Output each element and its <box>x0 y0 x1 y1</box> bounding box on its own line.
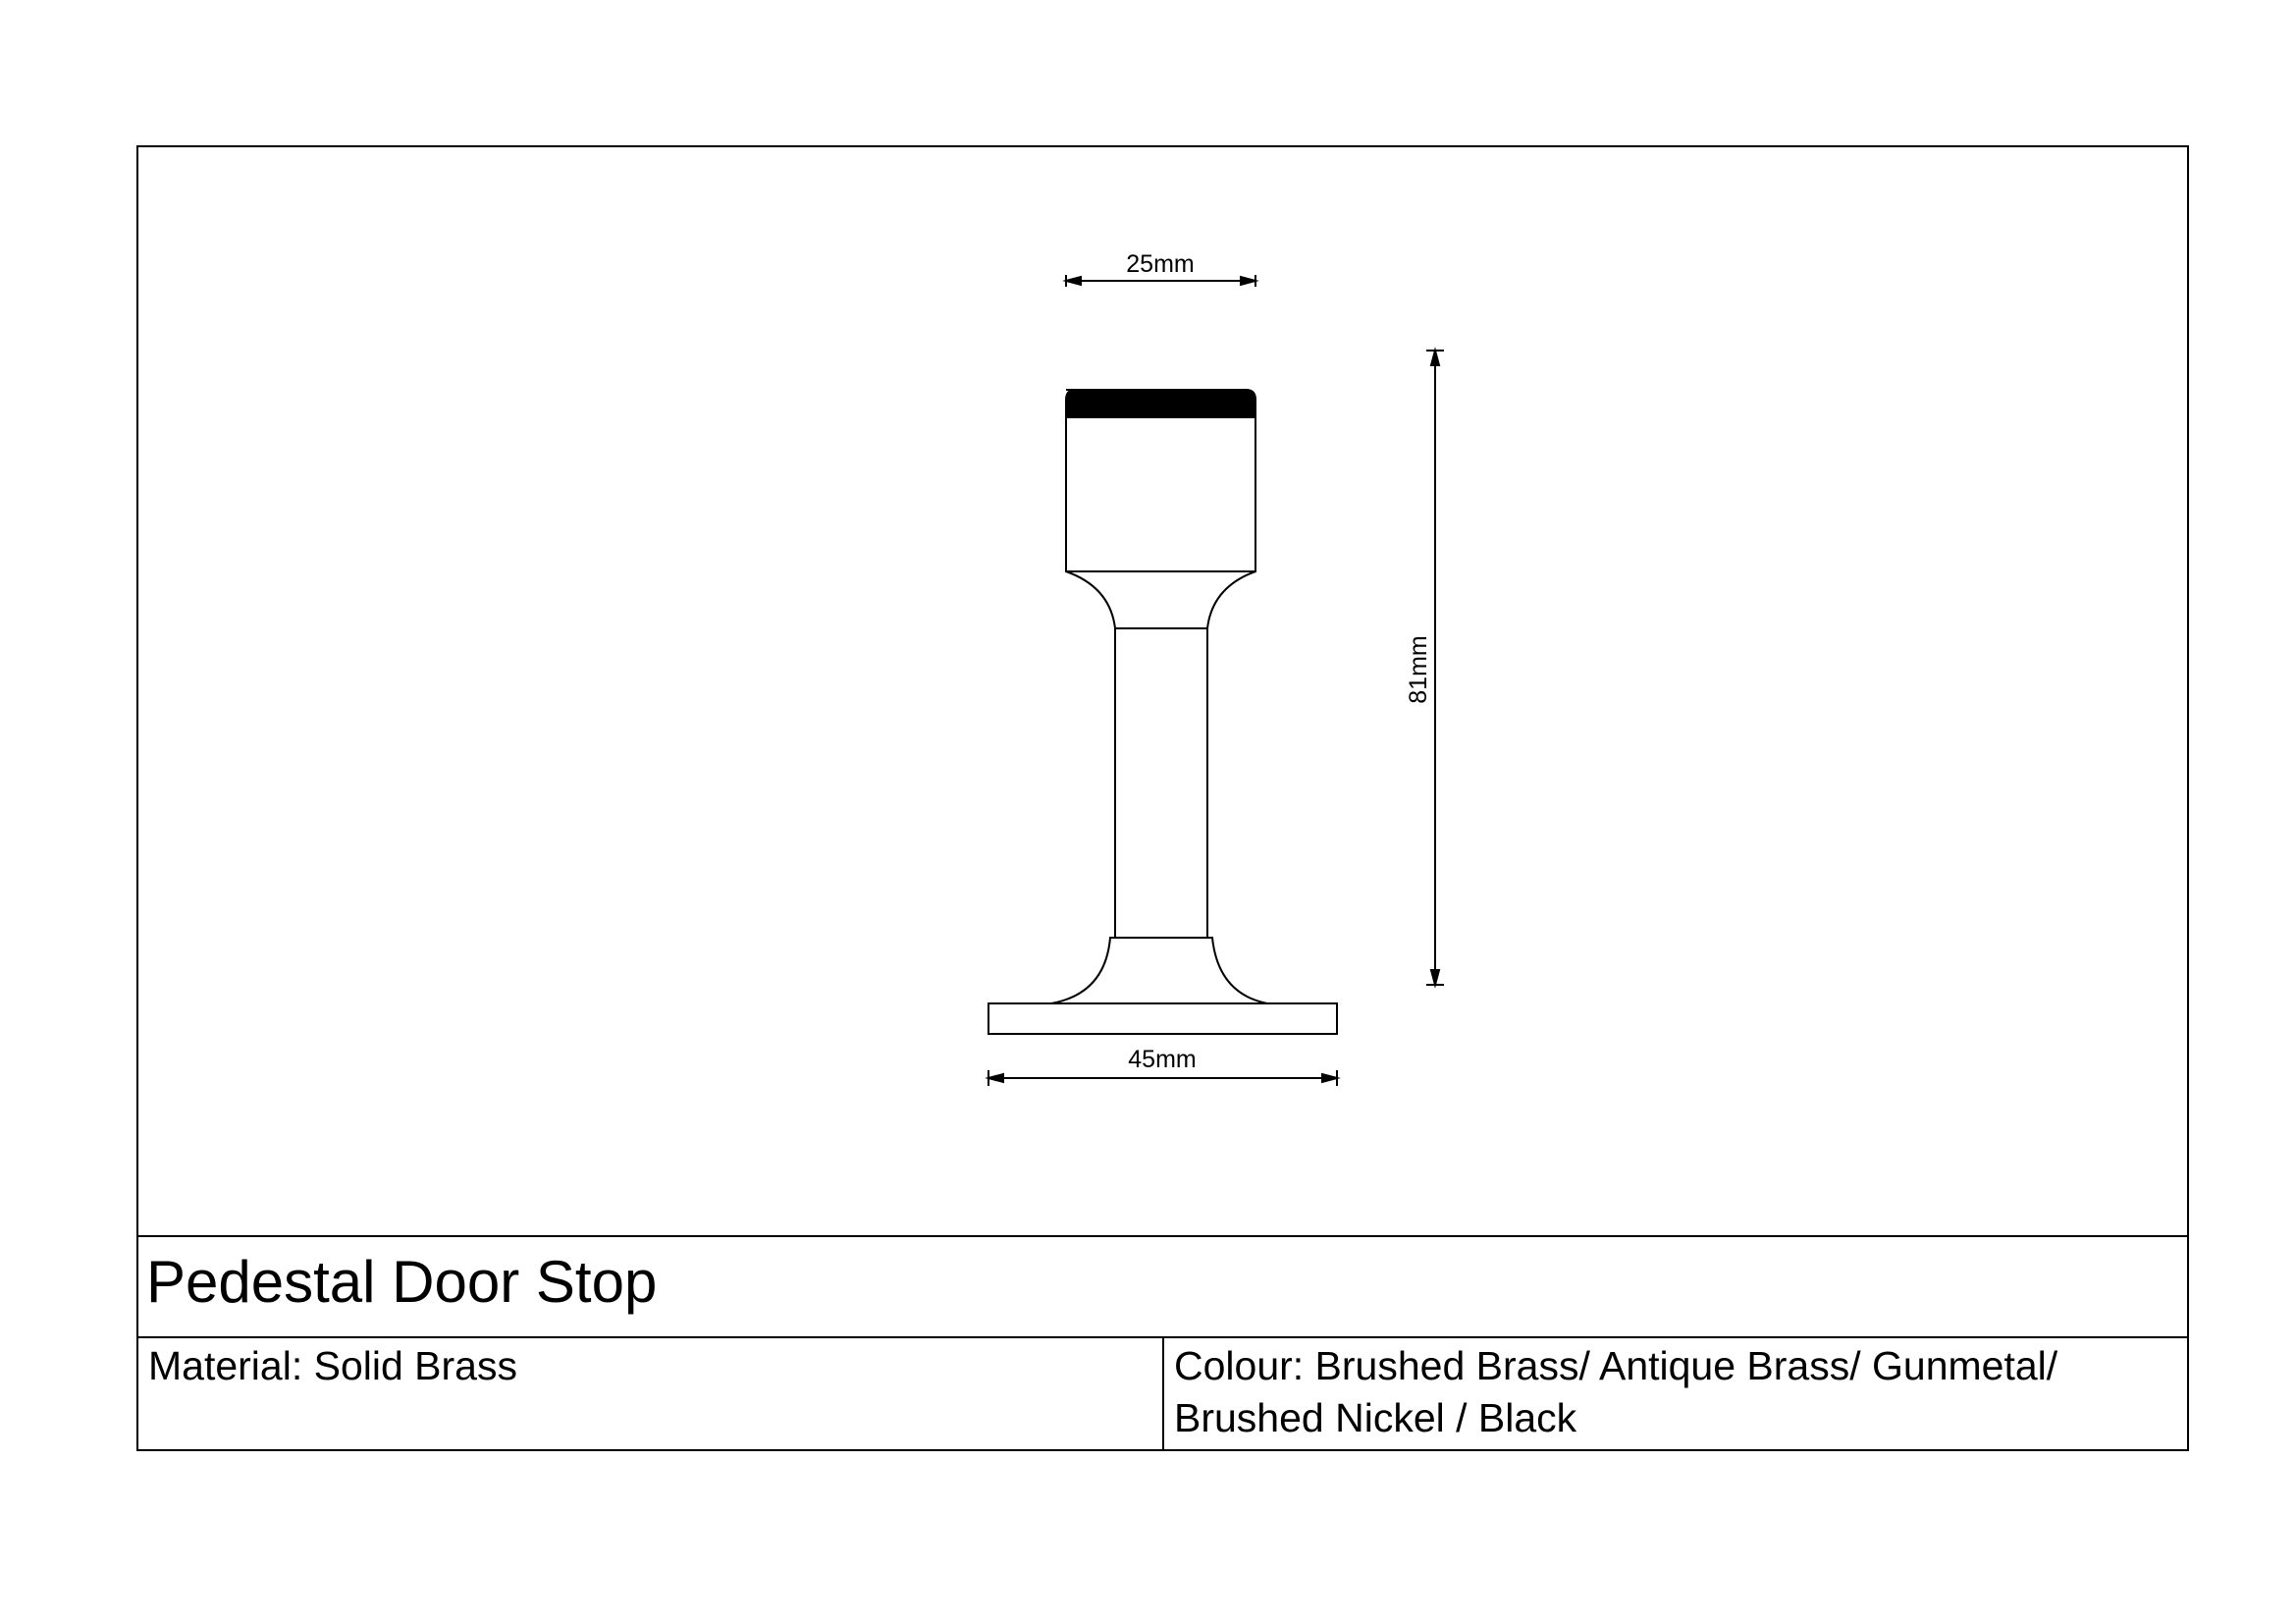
title-block <box>138 1235 2187 1449</box>
title-row <box>138 1237 2187 1338</box>
dimension-label-base-width: 45mm <box>1128 1046 1197 1073</box>
colour-text-line1: Colour: Brushed Brass/ Antique Brass/ Gunmetal/ <box>1174 1343 2058 1388</box>
info-row <box>138 1338 2187 1449</box>
drawing-frame <box>136 145 2189 1451</box>
technical-drawing <box>138 147 2187 1235</box>
lower-flare <box>1051 938 1267 1003</box>
colour-text-line2: Brushed Nickel / Black <box>1174 1395 1577 1440</box>
drawing-area <box>138 147 2187 1235</box>
dimension-label-top-width: 25mm <box>1126 250 1195 278</box>
stem <box>1115 628 1207 938</box>
rubber-cap <box>1066 390 1255 417</box>
colour-cell <box>1164 1338 2187 1449</box>
material-text: Material: Solid Brass <box>148 1343 517 1388</box>
dimension-label-height: 81mm <box>1405 635 1432 704</box>
head-body <box>1066 417 1255 571</box>
upper-flare <box>1066 571 1255 628</box>
material-cell <box>138 1338 1164 1449</box>
base-plate <box>988 1003 1337 1034</box>
product-title: Pedestal Door Stop <box>146 1249 658 1315</box>
